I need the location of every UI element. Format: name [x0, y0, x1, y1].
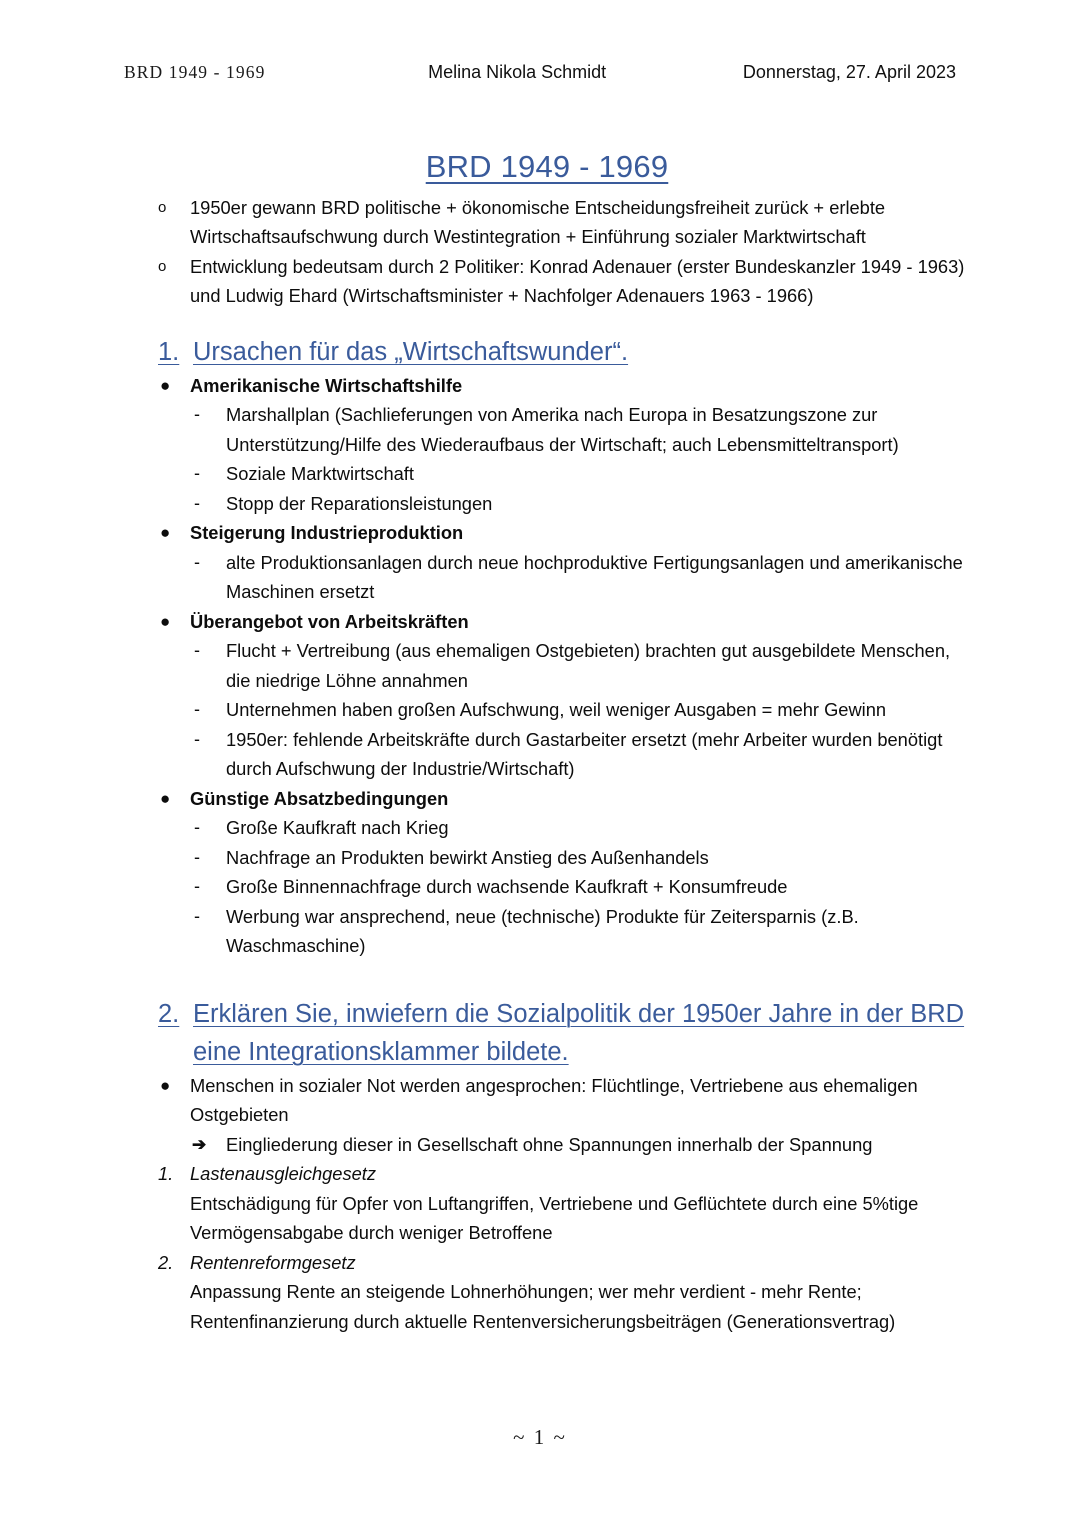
sub-item-text: Unternehmen haben großen Aufschwung, weil weniger Ausgaben = mehr Gewinn — [226, 699, 887, 721]
section-1-heading-text: Ursachen für das „Wirtschaftswunder“. — [193, 337, 629, 366]
section-1-sub-item — [124, 695, 970, 725]
sub-item-text: Flucht + Vertreibung (aus ehemaligen Ostgebieten) brachten gut ausgebildete Menschen, die niedrige Löhne annahmen — [226, 640, 951, 691]
dot-bullet-icon: ● — [160, 611, 171, 631]
law-number: 2. — [158, 1251, 174, 1273]
sub-item-text: 1950er: fehlende Arbeitskräfte durch Gastarbeiter ersetzt (mehr Arbeiter wurden benötigt durch Aufschwung der Industrie/Wirtschaft) — [226, 728, 943, 780]
header-author-name: Melina Nikola Schmidt — [428, 62, 607, 82]
dot-bullet-icon: ● — [160, 1075, 171, 1095]
section-2-bullet — [124, 1071, 970, 1130]
law-description-text: Anpassung Rente an steigende Lohnerhöhungen; wer mehr verdient - mehr Rente; Rentenfinanzierung durch aktuelle Rentenversicherungsbeiträgen (Generationsvertrag) — [190, 1281, 896, 1332]
section-2-heading-text: Erklären Sie, inwiefern die Sozialpolitik der 1950er Jahre in der BRD eine Integrationsklammer bildete. — [193, 999, 965, 1066]
document-body — [124, 148, 970, 1336]
law-description-text: Entschädigung für Opfer von Luftangriffen, Vertriebene und Geflüchtete durch eine 5%tige Vermögensabgabe durch weniger Betroffene — [190, 1192, 919, 1244]
header-document-title: BRD 1949 - 1969 — [124, 62, 266, 82]
section-1-sub-item — [124, 636, 970, 695]
law-number: 1. — [158, 1163, 174, 1185]
section-1-sub-item — [124, 489, 970, 519]
law-description — [124, 1277, 970, 1336]
section-2-heading — [124, 995, 970, 1071]
dash-bullet-icon: - — [194, 463, 200, 484]
section-1-sub-item — [124, 459, 970, 489]
circle-bullet-icon: o — [158, 198, 167, 216]
section-1-group-title — [124, 607, 970, 637]
group-title-text: Überangebot von Arbeitskräften — [190, 610, 469, 632]
section-1-sub-item — [124, 813, 970, 843]
section-1-number: 1. — [158, 337, 180, 366]
section-2-arrow-item — [124, 1130, 970, 1160]
section-2-number: 2. — [158, 999, 180, 1028]
header-date: Donnerstag, 27. April 2023 — [742, 62, 956, 82]
section-1-heading — [124, 333, 970, 371]
section-1-group-title — [124, 518, 970, 548]
page-number-footer: ~ 1 ~ — [513, 1425, 567, 1449]
dash-bullet-icon: - — [194, 728, 200, 749]
dot-bullet-icon: ● — [160, 523, 171, 543]
dash-bullet-icon: - — [194, 817, 200, 838]
law-term: Lastenausgleichgesetz — [190, 1163, 376, 1185]
sub-item-text: Große Binnennachfrage durch wachsende Kaufkraft + Konsumfreude — [226, 876, 788, 898]
sub-item-text: Nachfrage an Produkten bewirkt Anstieg des Außenhandels — [226, 846, 709, 868]
page-title — [124, 148, 970, 187]
section-1-sub-item — [124, 548, 970, 607]
intro-list-item — [124, 193, 970, 252]
dash-bullet-icon: - — [194, 492, 200, 513]
intro-item-text: 1950er gewann BRD politische + ökonomische Entscheidungsfreiheit zurück + erlebte Wirtschaftsaufschwung durch Westintegration + Einführung sozialer Marktwirtschaft — [190, 196, 886, 248]
group-title-text: Günstige Absatzbedingungen — [190, 787, 449, 809]
page-title-text: BRD 1949 - 1969 — [425, 149, 669, 184]
sub-item-text: Werbung war ansprechend, neue (technische) Produkte für Zeitersparnis (z.B. Waschmaschine) — [226, 905, 859, 957]
dash-bullet-icon: - — [194, 640, 200, 661]
section-1-group-title — [124, 371, 970, 401]
sub-item-text: Soziale Marktwirtschaft — [226, 463, 414, 485]
dash-bullet-icon: - — [194, 846, 200, 867]
section-1-sub-item — [124, 843, 970, 873]
spacer — [124, 961, 970, 995]
group-title-text: Amerikanische Wirtschaftshilfe — [190, 374, 463, 396]
dot-bullet-icon: ● — [160, 788, 171, 808]
section-1-sub-item — [124, 872, 970, 902]
circle-bullet-icon: o — [158, 257, 167, 275]
section-1-sub-item — [124, 725, 970, 784]
arrow-right-icon: ➔ — [192, 1134, 207, 1154]
spacer — [124, 311, 970, 333]
law-term: Rentenreformgesetz — [190, 1251, 356, 1273]
section-1-sub-item — [124, 400, 970, 459]
law-item — [124, 1159, 970, 1189]
sub-item-text: alte Produktionsanlagen durch neue hochproduktive Fertigungsanlagen und amerikanische Maschinen ersetzt — [226, 551, 963, 603]
section-2-bullet-text: Menschen in sozialer Not werden angesprochen: Flüchtlinge, Vertriebene aus ehemaligen Ostgebieten — [190, 1074, 918, 1126]
intro-item-text: Entwicklung bedeutsam durch 2 Politiker: Konrad Adenauer (erster Bundeskanzler 1949 - 1963) und Ludwig Ehard (Wirtschaftsminister + Nachfolger Adenauers 1963 - 1966) — [190, 255, 965, 307]
law-item — [124, 1248, 970, 1278]
dash-bullet-icon: - — [194, 404, 200, 425]
intro-list-item — [124, 252, 970, 311]
section-1-sub-item — [124, 902, 970, 961]
group-title-text: Steigerung Industrieproduktion — [190, 522, 464, 544]
law-description — [124, 1189, 970, 1248]
arrow-item-text: Eingliederung dieser in Gesellschaft ohne Spannungen innerhalb der Spannung — [226, 1133, 873, 1155]
document-header — [124, 62, 956, 92]
section-1-group-title — [124, 784, 970, 814]
dash-bullet-icon: - — [194, 905, 200, 926]
dash-bullet-icon: - — [194, 699, 200, 720]
sub-item-text: Marshallplan (Sachlieferungen von Amerika nach Europa in Besatzungszone zur Unterstützung/Hilfe des Wiederaufbaus der Wirtschaft; auch Lebensmitteltransport) — [226, 404, 899, 455]
sub-item-text: Große Kaufkraft nach Krieg — [226, 817, 449, 839]
dot-bullet-icon: ● — [160, 375, 171, 395]
sub-item-text: Stopp der Reparationsleistungen — [226, 492, 493, 514]
dash-bullet-icon: - — [194, 876, 200, 897]
dash-bullet-icon: - — [194, 551, 200, 572]
